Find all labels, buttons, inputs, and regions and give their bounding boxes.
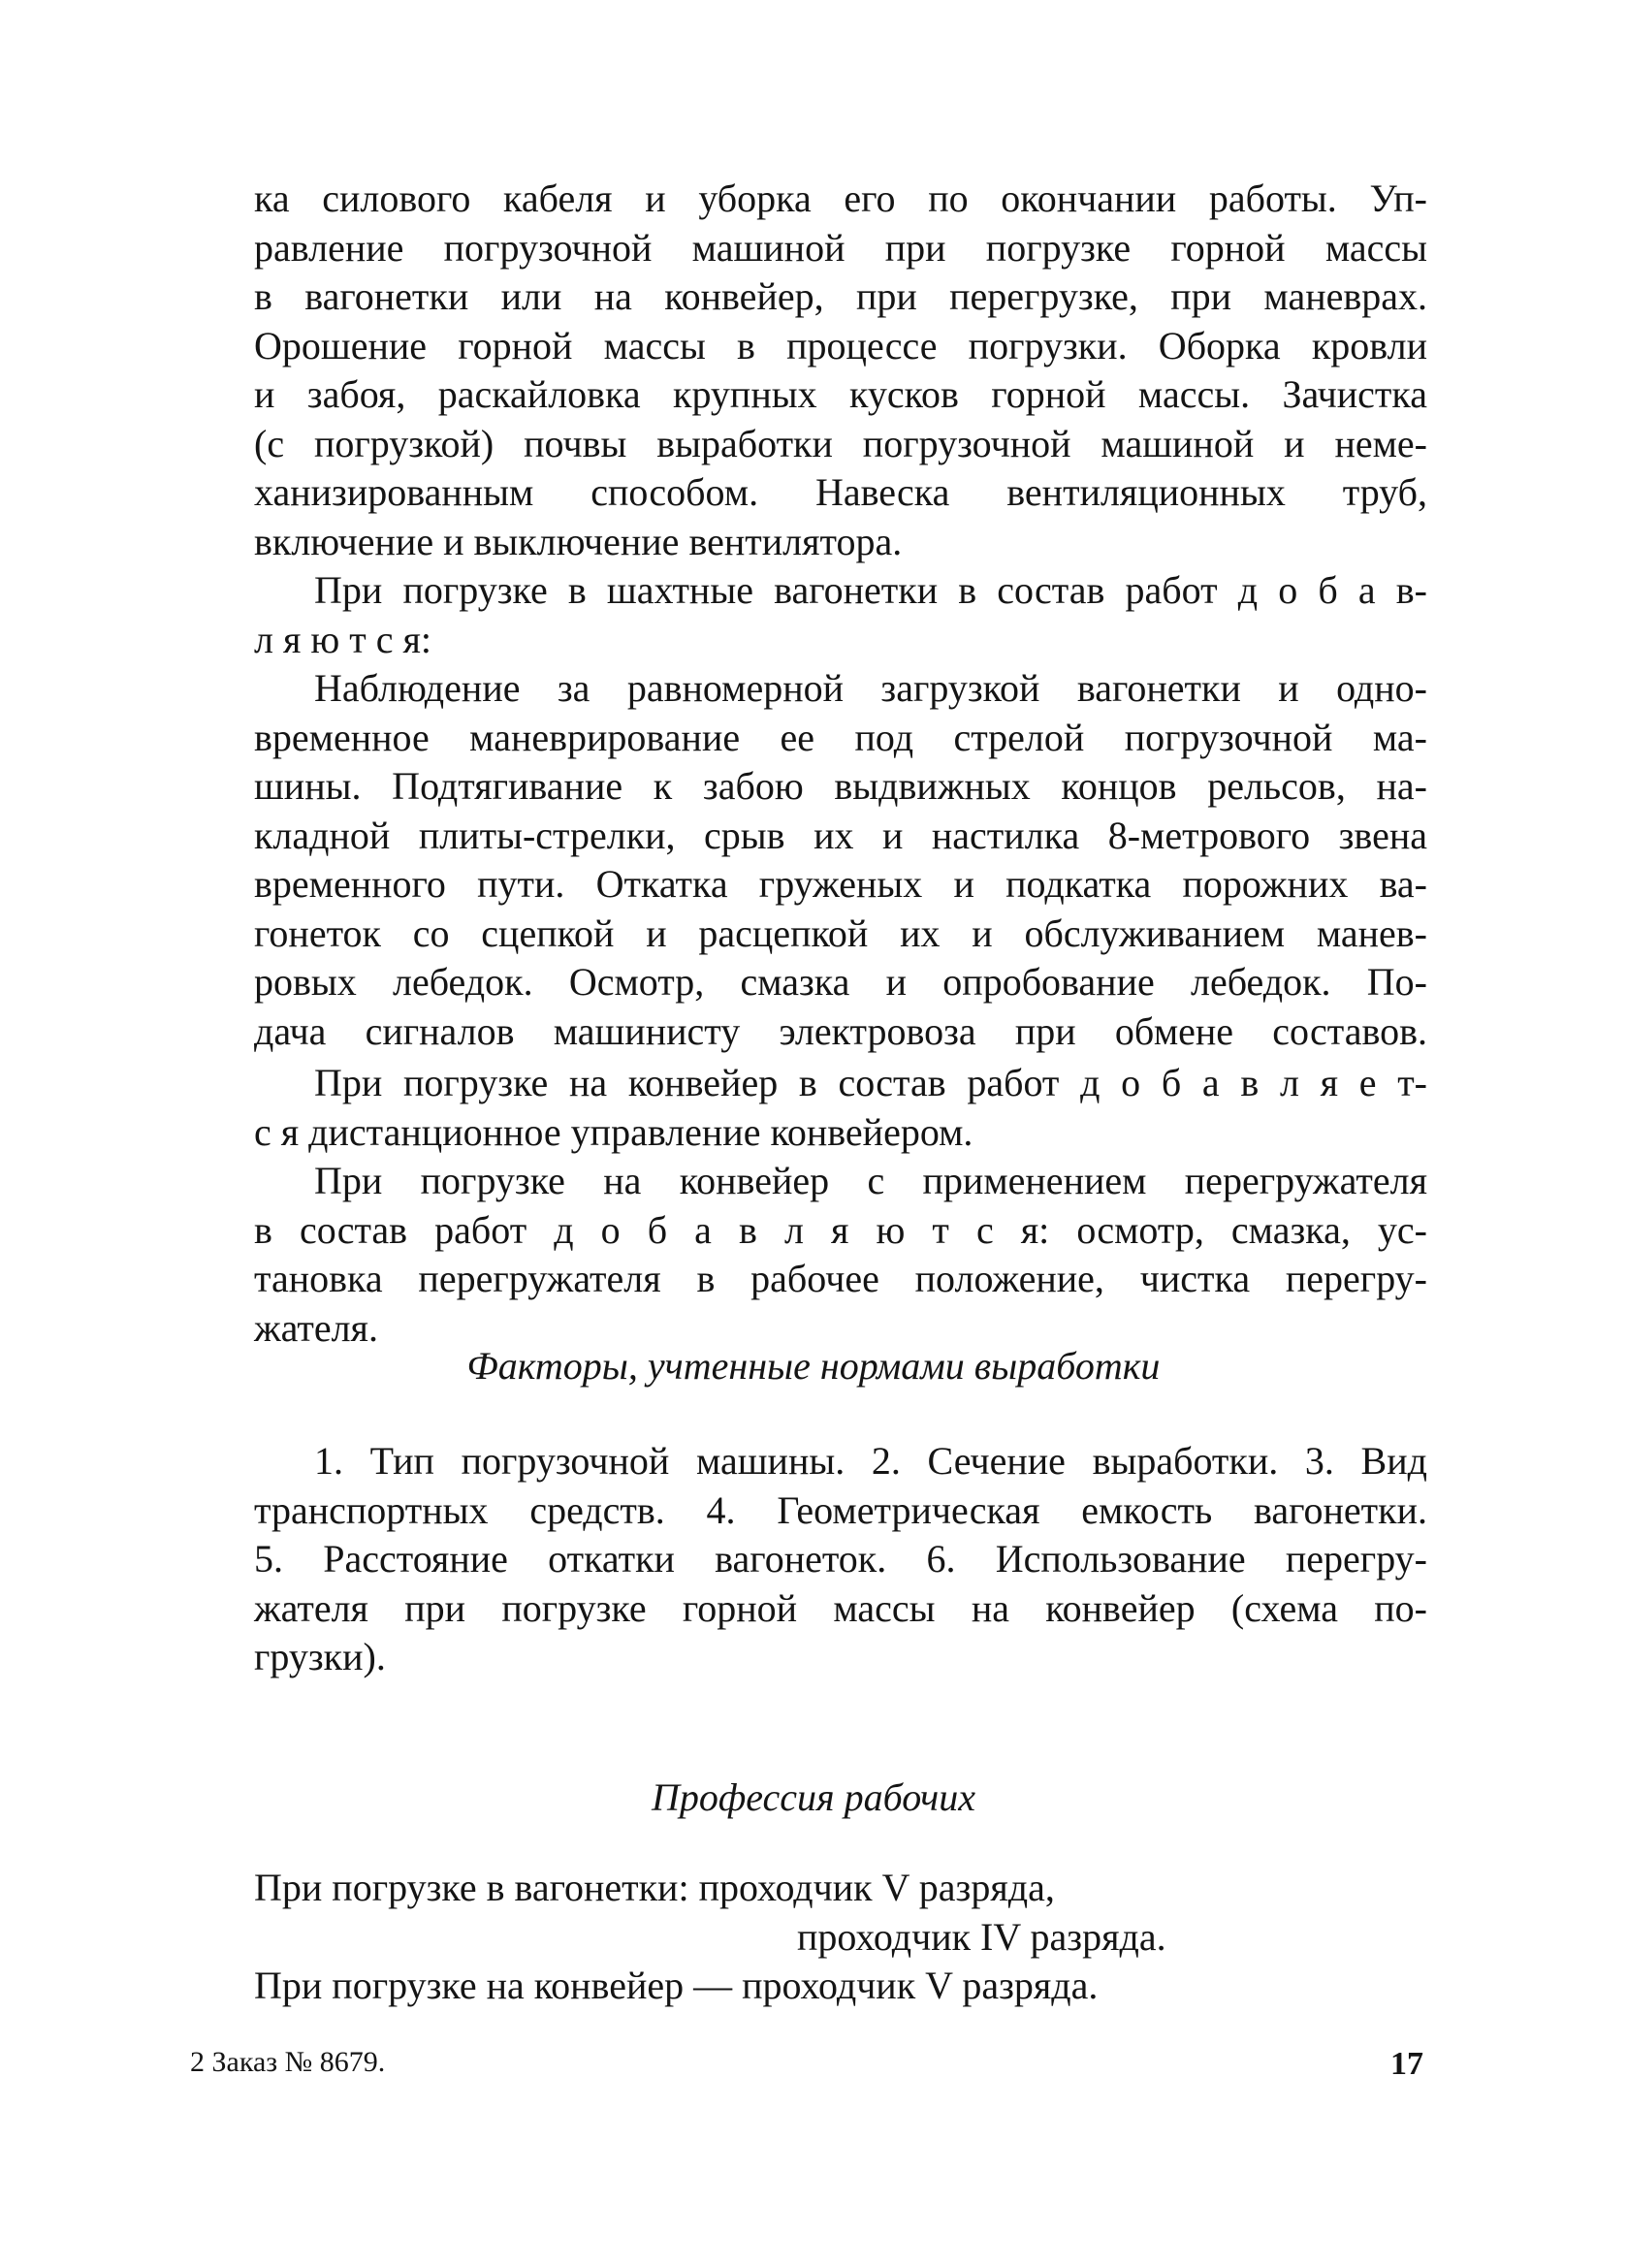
text-line: с я дистанционное управление конвейером.	[254, 1109, 973, 1154]
paragraph-wagon-tasks	[254, 664, 1427, 1056]
paragraph-work-scope	[254, 175, 1427, 566]
text-line: временное маневрирование ее под стрелой погрузочной ма-	[254, 715, 1427, 759]
text-line: При погрузке на конвейер — проходчик V разряда.	[254, 1964, 1099, 2007]
text-line: временного пути. Откатка груженых и подкатка порожних ва-	[254, 862, 1427, 906]
text-line: жателя при погрузке горной массы на конвейер (схема по-	[254, 1585, 1427, 1630]
text-line: л я ю т с я:	[254, 617, 431, 661]
text-line: ровых лебедок. Осмотр, смазка и опробование лебедок. По-	[254, 960, 1427, 1004]
text-line: 1. Тип погрузочной машины. 2. Сечение выработки. 3. Вид	[314, 1439, 1427, 1483]
text-line: гонеток со сцепкой и расцепкой их и обслуживанием манев-	[254, 910, 1427, 955]
text-line: проходчик IV разряда.	[797, 1914, 1166, 1959]
text-line: Наблюдение за равномерной загрузкой вагонетки и одно-	[314, 666, 1427, 710]
text-line: равление погрузочной машиной при погрузке горной массы	[254, 225, 1427, 270]
text-line: При погрузке на конвейер в состав работ д о б а в л я е т-	[314, 1061, 1427, 1104]
profession-list	[254, 1864, 1427, 2011]
footer-order-number: 2 Заказ № 8679.	[190, 2046, 386, 2078]
text-line: и забоя, раскайловка крупных кусков горной массы. Зачистка	[254, 372, 1427, 416]
text-line: включение и выключение вентилятора.	[254, 519, 903, 563]
text-line: дача сигналов машинисту электровоза при обмене составов.	[254, 1008, 1427, 1053]
text-line: в вагонетки или на конвейер, при перегрузке, при маневрах.	[254, 274, 1427, 318]
text-line: кладной плиты-стрелки, срыв их и настилка 8-метрового звена	[254, 813, 1427, 857]
text-line: грузки).	[254, 1635, 386, 1678]
page-number: 17	[1390, 2046, 1423, 2082]
text-line: шины. Подтягивание к забою выдвижных концов рельсов, на-	[254, 764, 1427, 808]
factors-list	[254, 1437, 1427, 1682]
section-heading-profession: Профессия рабочих	[651, 1775, 975, 1819]
paragraph-conveyor	[254, 1059, 1427, 1157]
paragraph-conveyor-reloader	[254, 1157, 1427, 1353]
text-line: При погрузке на конвейер с применением перегружателя	[314, 1159, 1427, 1202]
text-line: жателя.	[254, 1305, 378, 1350]
text-line: тановка перегружателя в рабочее положение, чистка перегру-	[254, 1257, 1427, 1300]
text-line: Орошение горной массы в процессе погрузки. Оборка кровли	[254, 323, 1427, 367]
text-line: (с погрузкой) почвы выработки погрузочной машиной и неме-	[254, 421, 1427, 465]
paragraph-wagon-loading	[254, 566, 1427, 664]
text-line: 5. Расстояние откатки вагонеток. 6. Использование перегру-	[254, 1537, 1427, 1581]
section-heading-factors: Факторы, учтенные нормами выработки	[466, 1344, 1161, 1388]
text-line: При погрузке в шахтные вагонетки в состав работ д о б а в-	[314, 568, 1427, 612]
text-line: в состав работ д о б а в л я ю т с я: осмотр, смазка, ус-	[254, 1207, 1427, 1252]
text-line: ханизированным способом. Навеска вентиляционных труб,	[254, 470, 1427, 514]
text-line: ка силового кабеля и уборка его по окончании работы. Уп-	[254, 176, 1427, 220]
text-line: транспортных средств. 4. Геометрическая емкость вагонетки.	[254, 1487, 1427, 1532]
text-line: При погрузке в вагонетки: проходчик V разряда,	[254, 1866, 1055, 1909]
